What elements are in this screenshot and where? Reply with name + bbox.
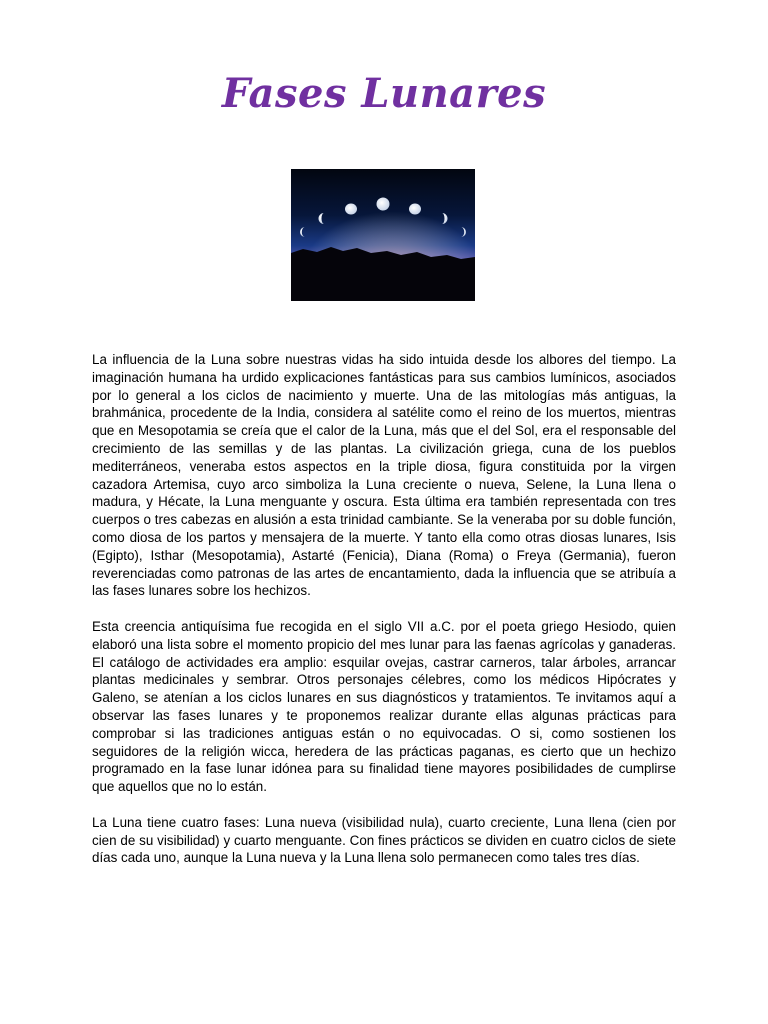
paragraph-1: La influencia de la Luna sobre nuestras vidas ha sido intuida desde los albores del tiempo. La imaginación humana ha urdido explicaciones fantásticas para sus cambios lumínicos, asociados por lo general a los ciclos de nacimiento y muerte. Una de las mitologías más antiguas, la brahmánica, procedente de la India, considera al satélite como el reino de los muertos, mientras que en Mesopotamia se creía que el calor de la Luna, más que el del Sol, era el responsable del crecimiento de las semillas y de las plantas. La civilización griega, cuna de los pueblos mediterráneos, veneraba estos aspectos en la triple diosa, figura constituida por la virgen cazadora Artemisa, cuyo arco simboliza la Luna creciente o nueva, Selene, la Luna llena o madura, y Hécate, la Luna menguante y oscura. Esta última era también representada con tres cuerpos o tres cabezas en alusión a esta trinidad cambiante. Se la veneraba por su doble función, como diosa de los partos y mensajera de la muerte. Y tanto ella como otras diosas lunares, Isis (Egipto), Isthar (Mesopotamia), Astarté (Fenicia), Diana (Roma) o Freya (Germania), fueron reverenciadas como patronas de las artes de encantamiento, dada la influencia que se atribuía a las fases lunares sobre los hechizos. <box>92 352 676 599</box>
article-body <box>92 351 676 885</box>
paragraph-2: Esta creencia antiquísima fue recogida en el siglo VII a.C. por el poeta griego Hesiodo, quien elaboró una lista sobre el momento propicio del mes lunar para las faenas agrícolas y ganaderas. El catálogo de actividades era amplio: esquilar ovejas, castrar carneros, talar árboles, arrancar plantas medicinales y sembrar. Otros personajes célebres, como los médicos Hipócrates y Galeno, se atenían a los ciclos lunares en sus diagnósticos y tratamientos. Te invitamos aquí a observar las fases lunares y te proponemos realizar durante ellas algunas prácticas para comprobar si las tradiciones antiguas están o no equivocadas. O si, como sostienen los seguidores de la religión wicca, heredera de las prácticas paganas, es cierto que un hechizo programado en la fase lunar idónea para su finalidad tiene mayores posibilidades de cumplirse que aquellos que no lo están. <box>92 618 676 795</box>
moon-phases-image <box>291 169 475 301</box>
paragraph-3: La Luna tiene cuatro fases: Luna nueva (visibilidad nula), cuarto creciente, Luna llena (cien por cien de su visibilidad) y cuarto menguante. Con fines prácticos se dividen en cuatro ciclos de siete días cada uno, aunque la Luna nueva y la Luna llena solo permanecen como tales tres días. <box>92 814 676 866</box>
page-title: Fases Lunares <box>221 70 547 117</box>
